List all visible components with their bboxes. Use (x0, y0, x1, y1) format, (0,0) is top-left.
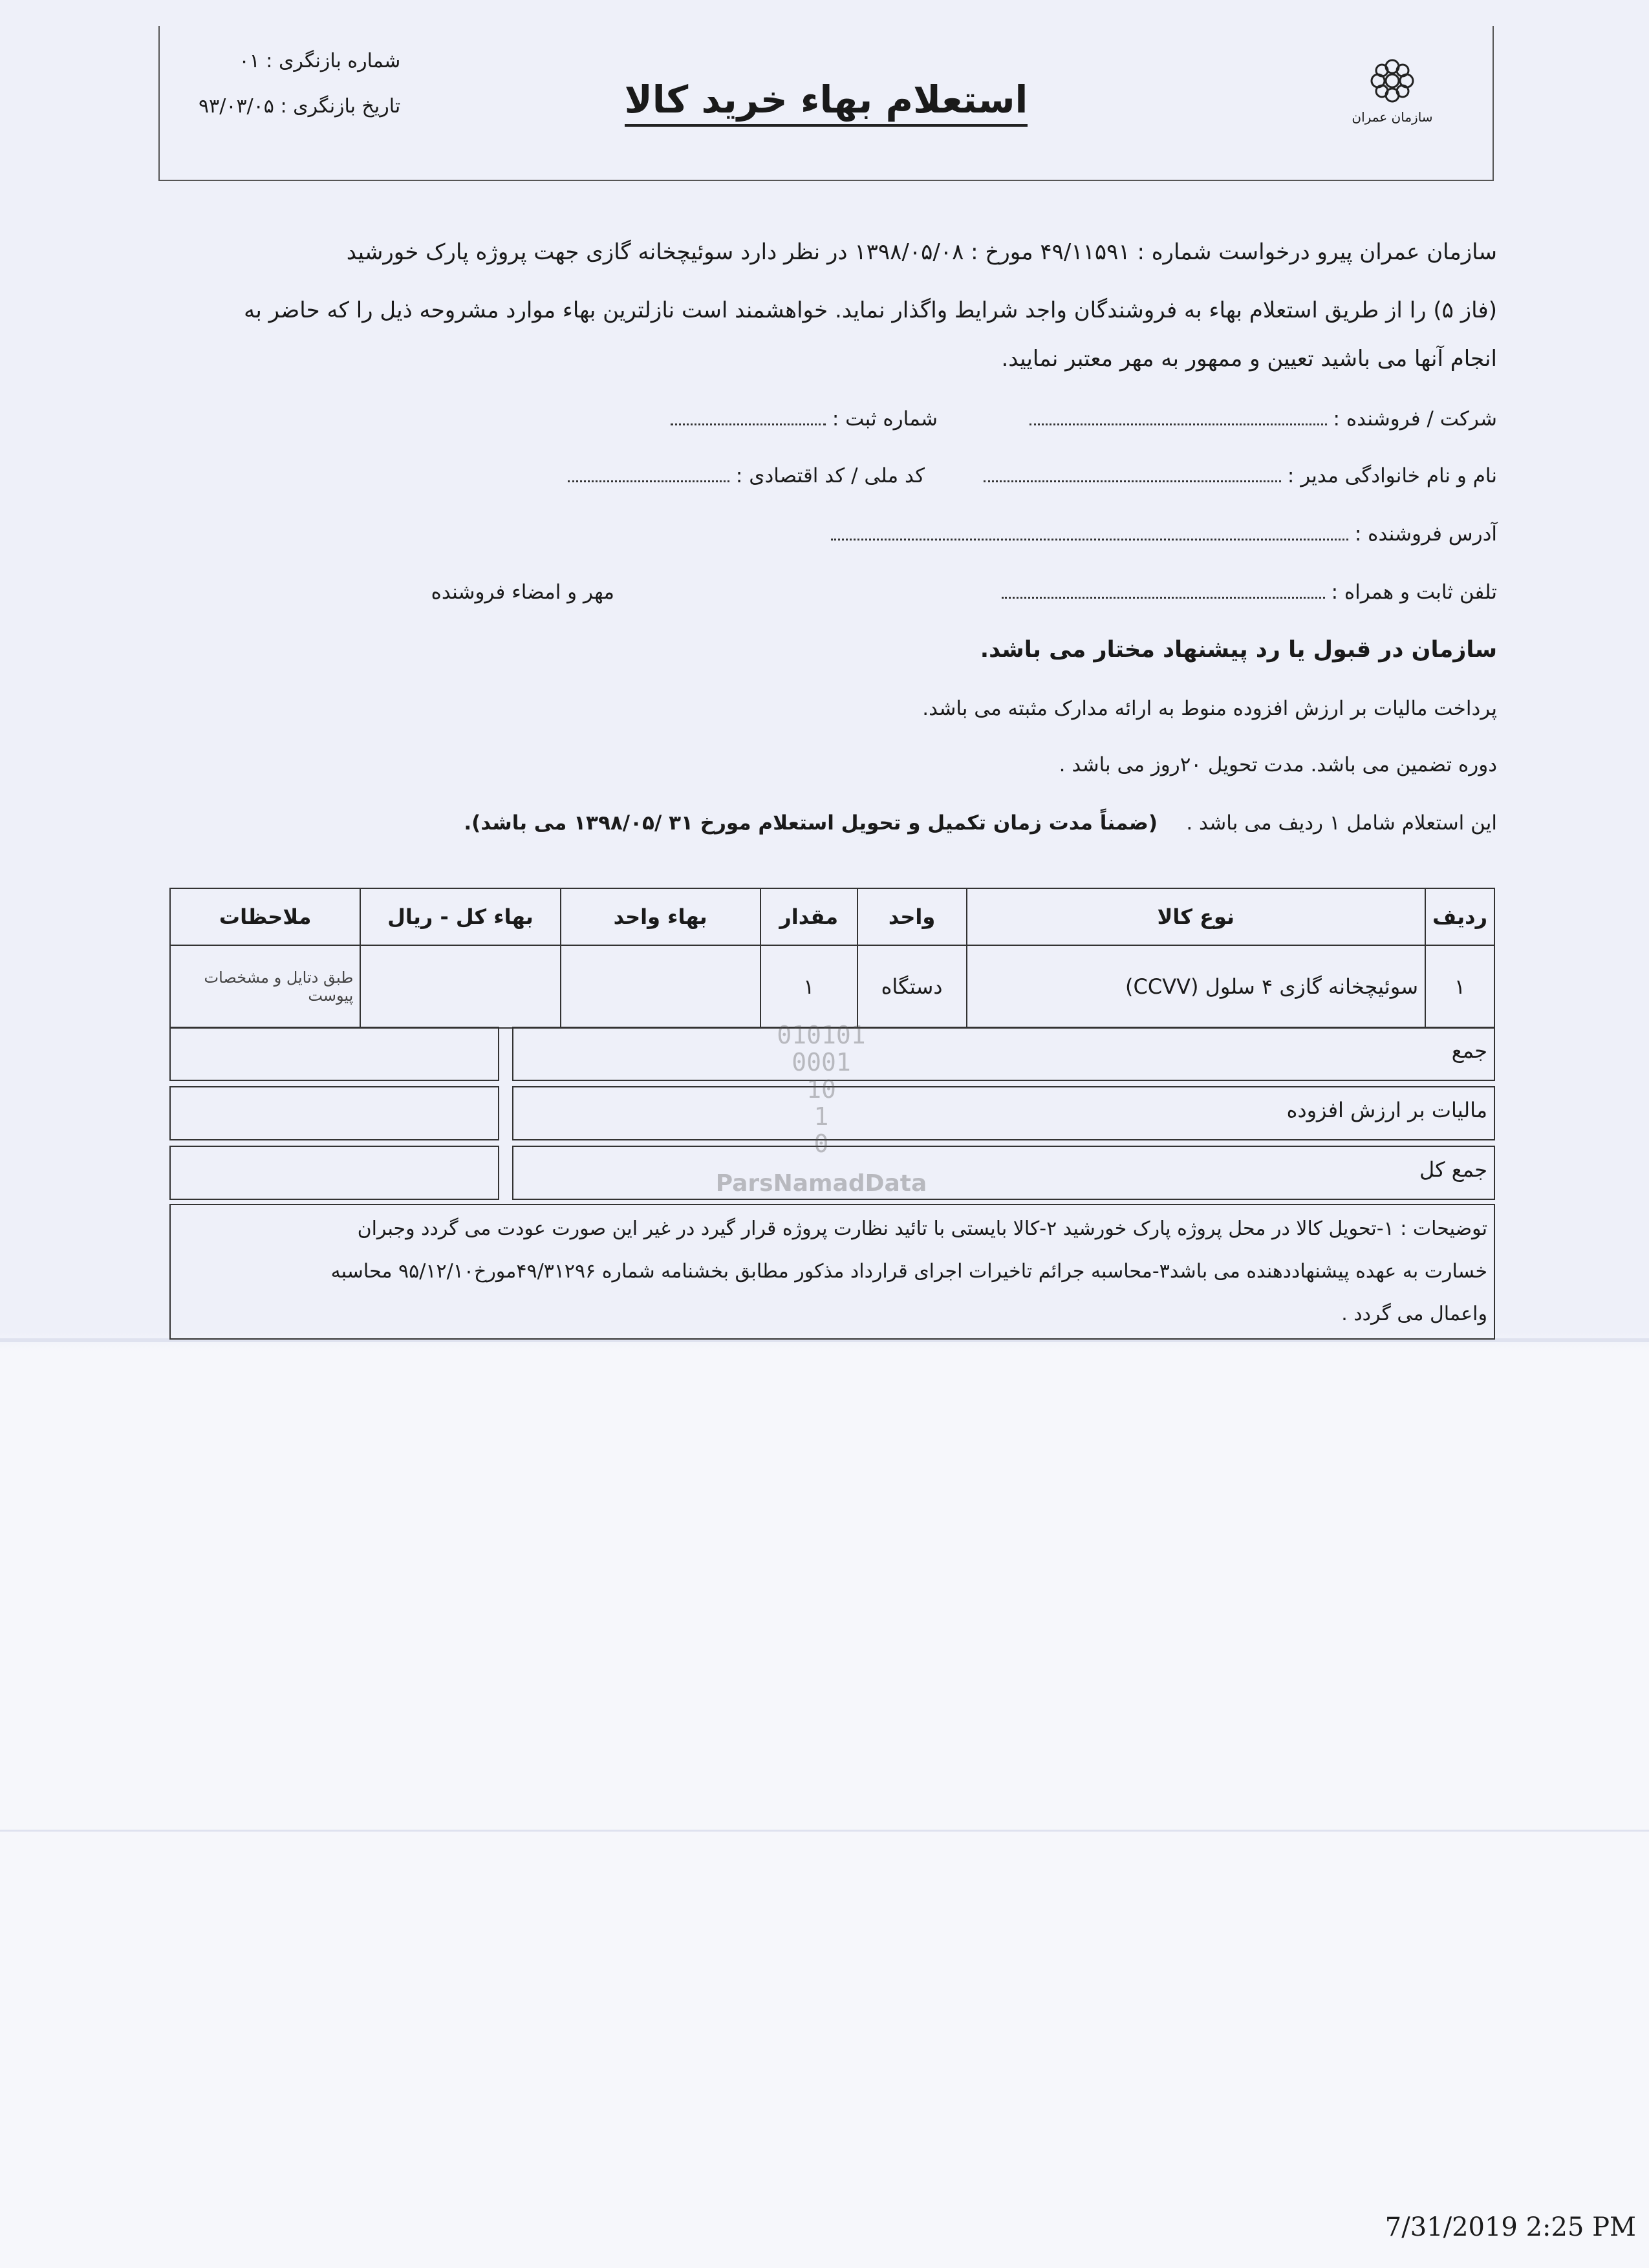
deadline-statement: (ضمناً مدت زمان تکمیل و تحویل استعلام مورخ ۳۱ /۱۳۹۸/۰۵ می باشد). (464, 811, 1158, 835)
scan-timestamp: 7/31/2019 2:25 PM (1385, 2212, 1636, 2242)
watermark-brand: ParsNamadData (715, 1170, 927, 1197)
vat-label: مالیات بر ارزش افزوده (512, 1086, 1495, 1140)
watermark-binary: 0 (814, 1129, 829, 1158)
revision-info (199, 39, 400, 129)
intro-line: سازمان عمران پیرو درخواست شماره : ۴۹/۱۱۵۹۱ مورخ : ۱۳۹۸/۰۵/۰۸ در نظر دارد سوئیچخانه گازی جهت پروژه پارک خورشید (346, 239, 1497, 265)
revision-date: تاریخ بازنگری : ۹۳/۰۳/۰۵ (199, 95, 401, 118)
form-header (158, 26, 1494, 181)
grand-total-label: جمع کل (512, 1146, 1495, 1200)
seller-seal-label: مهر و امضاء فروشنده (431, 581, 614, 604)
items-table (169, 888, 1495, 1029)
column-header: واحد (857, 888, 967, 945)
revision-number: شماره بازنگری : ۰۱ (239, 50, 401, 72)
watermark (705, 1022, 938, 1293)
unit-price-cell[interactable] (561, 945, 760, 1028)
vat-statement: پرداخت مالیات بر ارزش افزوده منوط به ارائه مدارک مثبته می باشد. (922, 697, 1497, 720)
company-field[interactable]: شرکت / فروشنده : (1029, 407, 1497, 431)
accept-reject-statement: سازمان در قبول یا رد پیشنهاد مختار می باشد. (980, 637, 1497, 663)
column-header: نوع کالا (967, 888, 1426, 945)
item-type-cell: سوئیچخانه گازی ۴ سلول (CCVV) (967, 945, 1426, 1028)
vat-value[interactable] (169, 1086, 499, 1140)
watermark-binary: 0001 (792, 1048, 851, 1076)
column-header: ردیف (1425, 888, 1494, 945)
remarks-cell: طبق دتایل و مشخصات پیوست (170, 945, 360, 1028)
notes-line: خسارت به عهده پیشنهاددهنده می باشد۳-محاسبه جرائم تاخیرات اجرای قرارداد مذکور مطابق بخشنامه شماره ۴۹/۳۱۲۹۶مورخ۹۵/۱۲/۱۰ محاسبه (330, 1260, 1487, 1283)
notes-line: توضیحات : ۱-تحویل کالا در محل پروژه پارک خورشید ۲-کالا بایستی با تائید نظارت پروژه قرار گیرد در غیر این صورت عودت می گردد وجبران (357, 1217, 1487, 1240)
fold-line (0, 1830, 1649, 1832)
column-header: مقدار (760, 888, 857, 945)
table-header-row (170, 888, 1494, 945)
address-field[interactable]: آدرس فروشنده : (831, 522, 1497, 546)
national-code-field[interactable]: کد ملی / کد اقتصادی : (568, 464, 925, 487)
total-price-cell[interactable] (360, 945, 560, 1028)
phone-field[interactable]: تلفن ثابت و همراه : (1002, 581, 1497, 604)
table-row (170, 945, 1494, 1028)
column-header: بهاء واحد (561, 888, 760, 945)
warranty-delivery-statement: دوره تضمین می باشد. مدت تحویل ۲۰روز می باشد . (1059, 753, 1497, 776)
sum-value[interactable] (169, 1027, 499, 1081)
grand-total-value[interactable] (169, 1146, 499, 1200)
manager-name-field[interactable]: نام و نام خانوادگی مدیر : (984, 464, 1497, 487)
intro-line: (فاز ۵) را از طریق استعلام بهاء به فروشندگان واجد شرایط واگذار نماید. خواهشمند است نازلترین بهاء موارد مشروحه ذیل را که حاضر به (244, 297, 1497, 323)
organization-caption: سازمان عمران (1352, 109, 1433, 125)
registration-number-field[interactable]: شماره ثبت : (671, 407, 938, 431)
quantity-cell: ۱ (760, 945, 857, 1028)
watermark-binary: 10 (806, 1075, 836, 1104)
notes-line: واعمال می گردد . (1341, 1303, 1487, 1325)
watermark-binary: 1 (814, 1102, 829, 1131)
intro-paragraph (152, 223, 1497, 378)
rows-count-statement: این استعلام شامل ۱ ردیف می باشد . (1186, 811, 1497, 835)
sum-label: جمع (512, 1027, 1495, 1081)
form-title: استعلام بهاء خرید کالا (160, 78, 1493, 122)
column-header: بهاء کل - ریال (360, 888, 560, 945)
row-number-cell: ۱ (1425, 945, 1494, 1028)
watermark-binary: 010101 (777, 1021, 866, 1049)
intro-line: انجام آنها می باشید تعیین و ممهور به مهر معتبر نمایید. (1001, 346, 1497, 372)
column-header: ملاحظات (170, 888, 360, 945)
unit-cell: دستگاه (857, 945, 967, 1028)
